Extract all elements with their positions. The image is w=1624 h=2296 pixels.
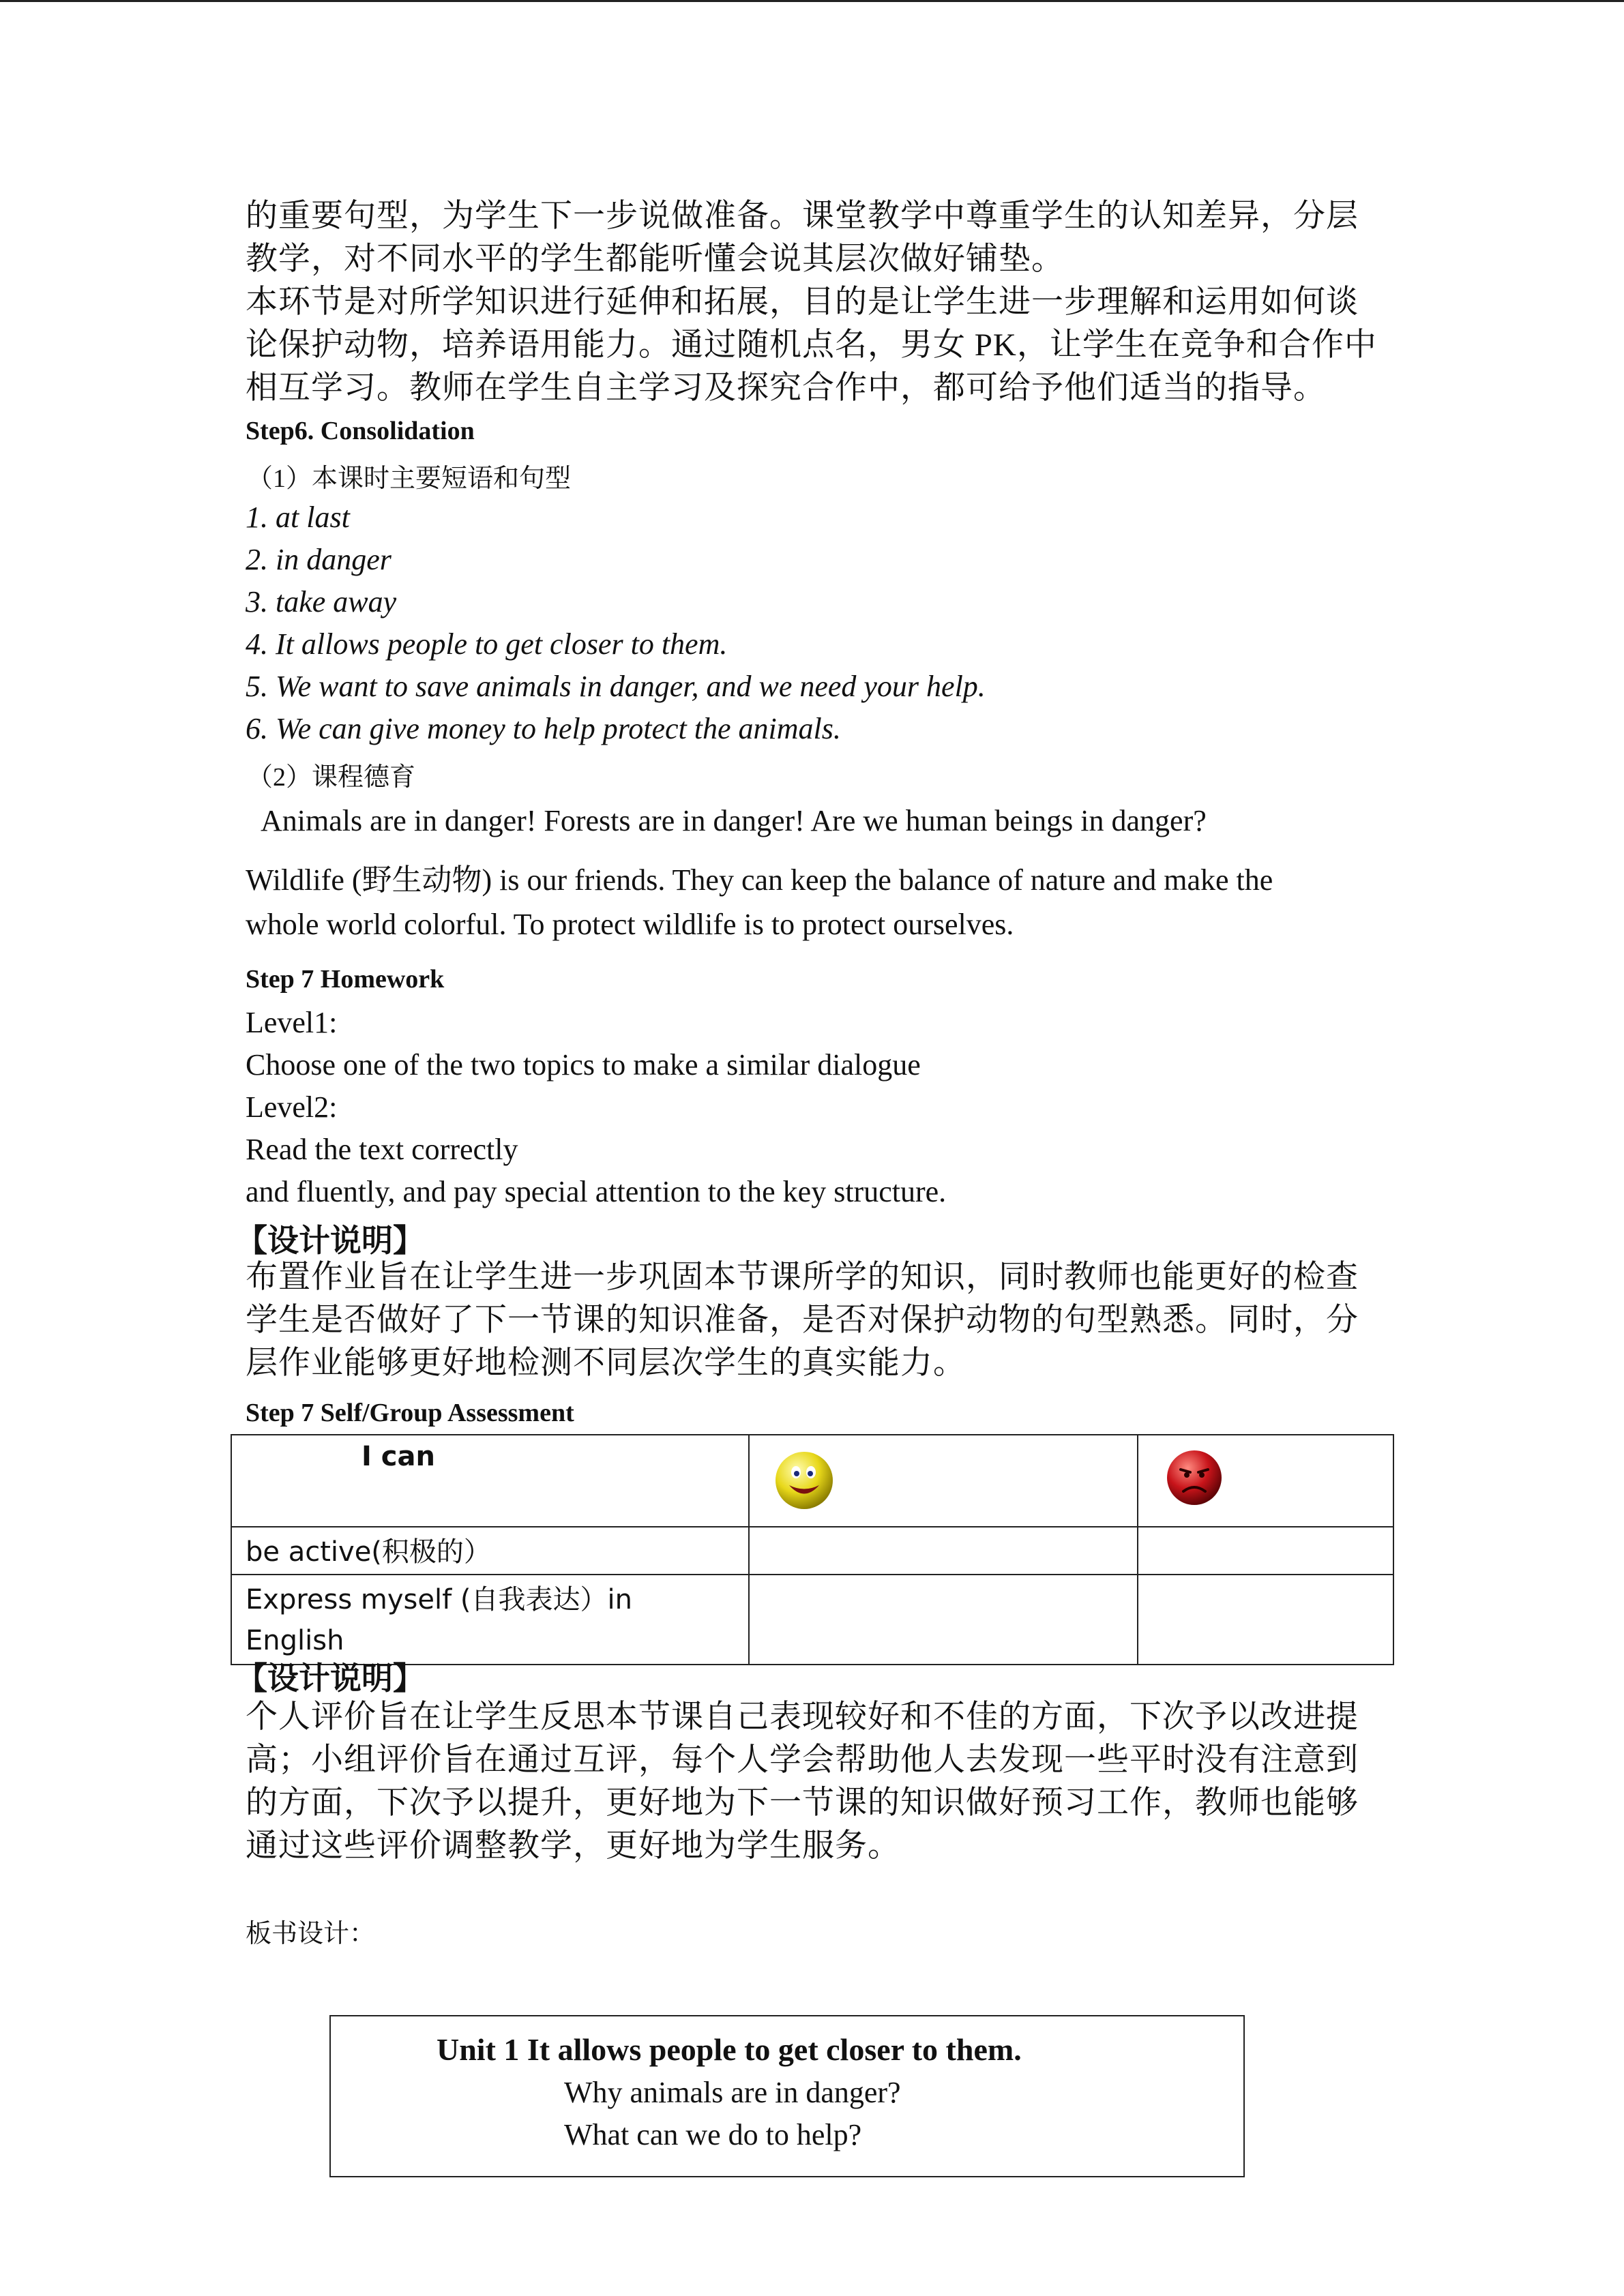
- moral-line-1: Animals are in danger! Forests are in danger! Are we human beings in danger?: [261, 804, 1207, 837]
- assessment-header-row: [231, 1435, 1393, 1527]
- board-question-2: What can we do to help?: [564, 2118, 862, 2151]
- table-cell: [1138, 1575, 1393, 1665]
- intro-line-2: 教学，对不同水平的学生都能听懂会说其层次做好铺垫。: [246, 241, 1064, 277]
- phrase-item-6: 6. We can give money to help protect the animals.: [246, 712, 841, 745]
- intro-line-1: 的重要句型，为学生下一步说做准备。课堂教学中尊重学生的认知差异，分层: [246, 198, 1359, 234]
- intro-line-4: 论保护动物，培养语用能力。通过随机点名，男女 PK，让学生在竞争和合作中: [246, 327, 1377, 363]
- row-label-be-active: be active(积极的）: [231, 1527, 749, 1575]
- row-label-express-myself: Express myself (自我表达）in English: [231, 1575, 749, 1665]
- phrase-item-3: 3. take away: [246, 585, 397, 618]
- homework-line-5: and fluently, and pay special attention to the key structure.: [246, 1175, 947, 1208]
- sad-column-header: [1138, 1435, 1393, 1527]
- assessment-heading: Step 7 Self/Group Assessment: [246, 1399, 574, 1427]
- homework-line-4: Read the text correctly: [246, 1133, 518, 1166]
- sad-face-icon: [1162, 1445, 1227, 1510]
- board-design-box: [329, 2015, 1245, 2177]
- step6-heading: Step6. Consolidation: [246, 417, 475, 445]
- phrase-item-5: 5. We want to save animals in danger, and we need your help.: [246, 670, 986, 703]
- board-question-1: Why animals are in danger?: [564, 2076, 901, 2109]
- table-cell: [749, 1527, 1138, 1575]
- intro-line-3: 本环节是对所学知识进行延伸和拓展，目的是让学生进一步理解和运用如何谈: [246, 284, 1359, 320]
- design-note-1-line-3: 层作业能够更好地检测不同层次学生的真实能力。: [246, 1345, 966, 1381]
- design-note-2-line-2: 高；小组评价旨在通过互评，每个人学会帮助他人去发现一些平时没有注意到: [246, 1742, 1359, 1778]
- happy-column-header: [749, 1435, 1138, 1527]
- step6-sub1: （1）本课时主要短语和句型: [247, 464, 572, 493]
- happy-face-icon: [771, 1448, 837, 1513]
- design-note-2-line-1: 个人评价旨在让学生反思本节课自己表现较好和不佳的方面，下次予以改进提: [246, 1699, 1359, 1735]
- board-title: Unit 1 It allows people to get closer to them.: [437, 2032, 1022, 2067]
- moral-line-3: whole world colorful. To protect wildlife is to protect ourselves.: [246, 908, 1014, 941]
- homework-line-3: Level2:: [246, 1090, 338, 1124]
- table-cell: [749, 1575, 1138, 1665]
- phrase-item-4: 4. It allows people to get closer to them.: [246, 627, 728, 661]
- homework-line-2: Choose one of the two topics to make a similar dialogue: [246, 1048, 921, 1082]
- design-note-1-line-2: 学生是否做好了下一节课的知识准备，是否对保护动物的句型熟悉。同时，分: [246, 1302, 1359, 1338]
- design-note-1-line-1: 布置作业旨在让学生进一步巩固本节课所学的知识，同时教师也能更好的检查: [246, 1259, 1359, 1295]
- assessment-table: [231, 1434, 1394, 1665]
- ican-header: I can: [231, 1435, 749, 1527]
- table-row: [231, 1575, 1393, 1665]
- moral-line-2: Wildlife (野生动物) is our friends. They can keep the balance of nature and make the: [246, 863, 1273, 897]
- table-cell: [1138, 1527, 1393, 1575]
- phrase-item-2: 2. in danger: [246, 543, 392, 576]
- intro-line-5: 相互学习。教师在学生自主学习及探究合作中，都可给予他们适当的指导。: [246, 370, 1326, 406]
- homework-heading: Step 7 Homework: [246, 965, 445, 994]
- phrase-item-1: 1. at last: [246, 501, 350, 534]
- homework-line-1: Level1:: [246, 1006, 338, 1039]
- design-note-2-line-4: 通过这些评价调整教学，更好地为学生服务。: [246, 1828, 900, 1864]
- table-row: [231, 1527, 1393, 1575]
- design-note-2-title: 【设计说明】: [236, 1661, 424, 1696]
- board-label: 板书设计：: [246, 1920, 376, 1948]
- design-note-2-line-3: 的方面，下次予以提升，更好地为下一节课的知识做好预习工作，教师也能够: [246, 1785, 1359, 1821]
- step6-sub2: （2）课程德育: [247, 763, 416, 792]
- design-note-1-title: 【设计说明】: [236, 1223, 424, 1258]
- page-top-border: [0, 0, 1624, 2]
